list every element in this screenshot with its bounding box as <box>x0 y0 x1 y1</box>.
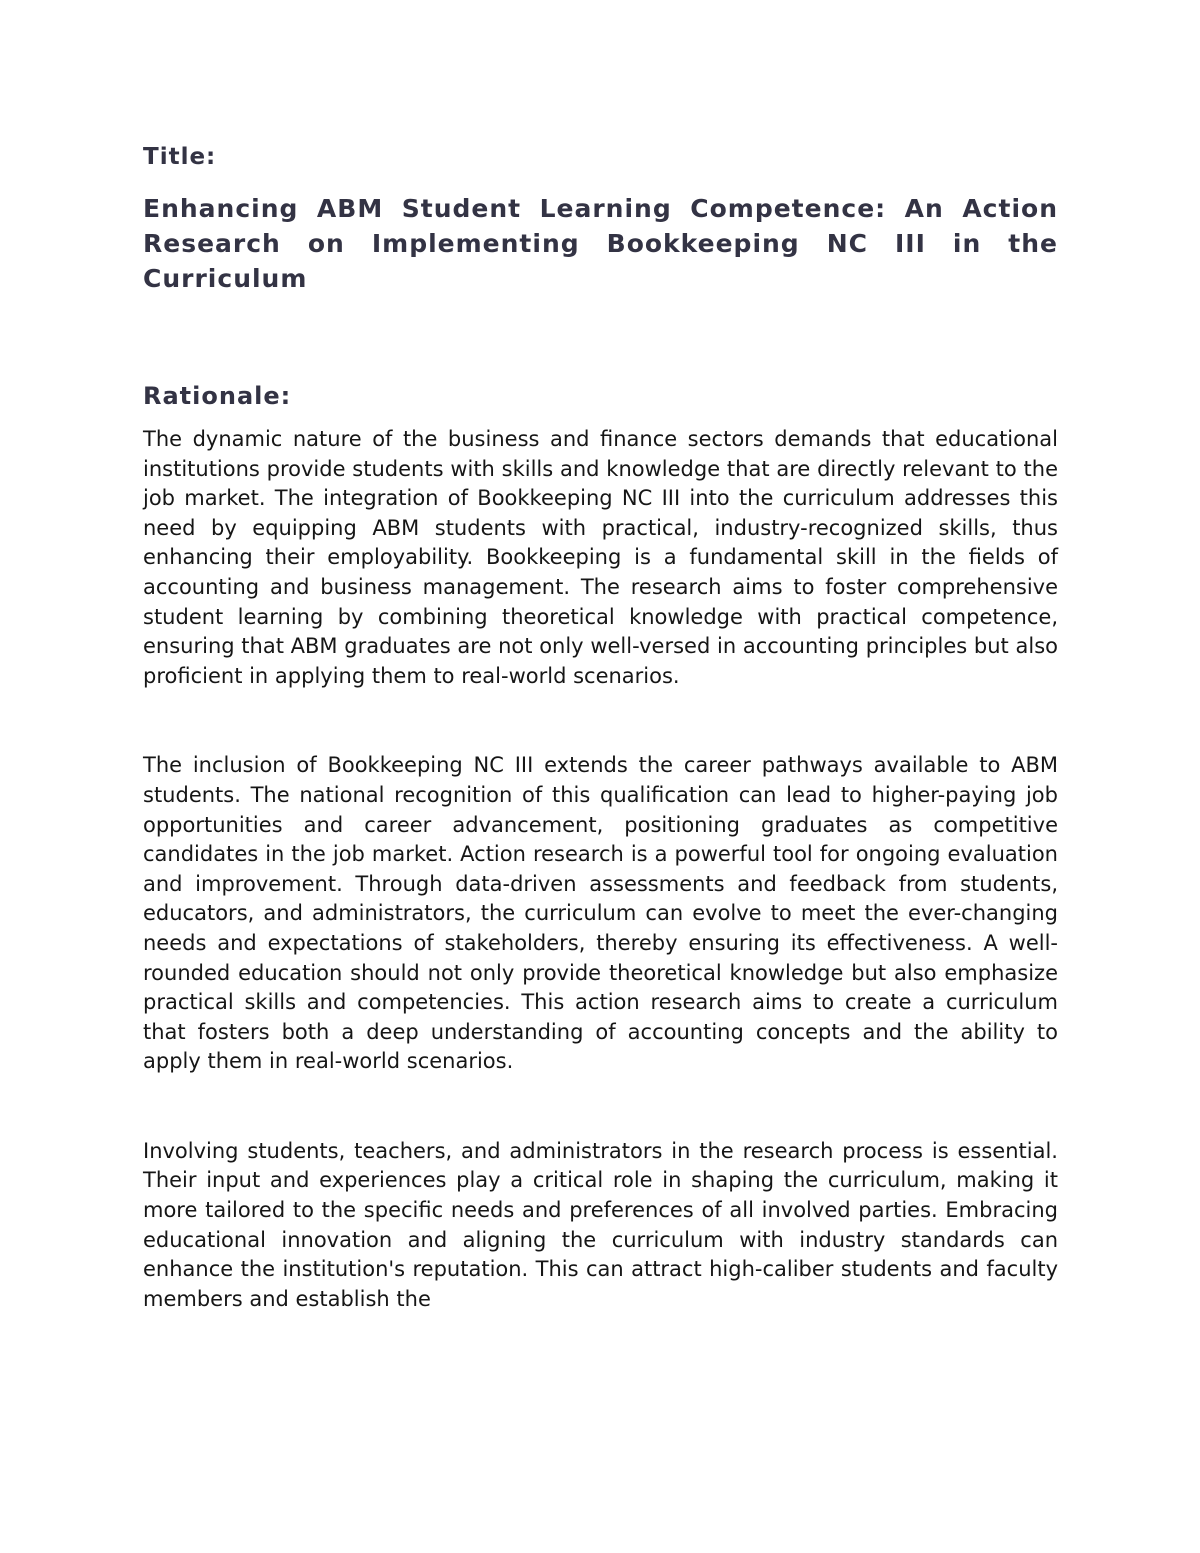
title-label: Title: <box>143 144 217 170</box>
document-body <box>143 140 1058 1314</box>
rationale-paragraph-2: The inclusion of Bookkeeping NC III extends the career pathways available to ABM students. The national recognition of this qualification can lead to higher-paying job opportunities and career advancement, positioning graduates as competitive candidates in the job market. Action research is a powerful tool for ongoing evaluation and improvement. Through data-driven assessments and feedback from students, educators, and administrators, the curriculum can evolve to meet the ever-changing needs and expectations of stakeholders, thereby ensuring its effectiveness. A well-rounded education should not only provide theoretical knowledge but also emphasize practical skills and competencies. This action research aims to create a curriculum that fosters both a deep understanding of accounting concepts and the ability to apply them in real-world scenarios. <box>143 753 1058 1074</box>
rationale-paragraph-3: Involving students, teachers, and administrators in the research process is essential. Their input and experiences play a critical role in shaping the curriculum, making it more tailored to the specific needs and preferences of all involved parties. Embracing educational innovation and aligning the curriculum with industry standards can enhance the institution's reputation. This can attract high-caliber students and faculty members and establish the <box>143 1138 1058 1311</box>
rationale-heading: Rationale: <box>143 382 292 410</box>
rationale-paragraph-1: The dynamic nature of the business and finance sectors demands that educational institutions provide students with skills and knowledge that are directly relevant to the job market. The integration of Bookkeeping NC III into the curriculum addresses this need by equipping ABM students with practical, industry-recognized skills, thus enhancing their employability. Bookkeeping is a fundamental skill in the fields of accounting and business management. The research aims to foster comprehensive student learning by combining theoretical knowledge with practical competence, ensuring that ABM graduates are not only well-versed in accounting principles but also proficient in applying them to real-world scenarios. <box>143 427 1058 688</box>
document-title: Enhancing ABM Student Learning Competence: An Action Research on Implementing Bookkeeping NC III in the Curriculum <box>143 194 1058 293</box>
